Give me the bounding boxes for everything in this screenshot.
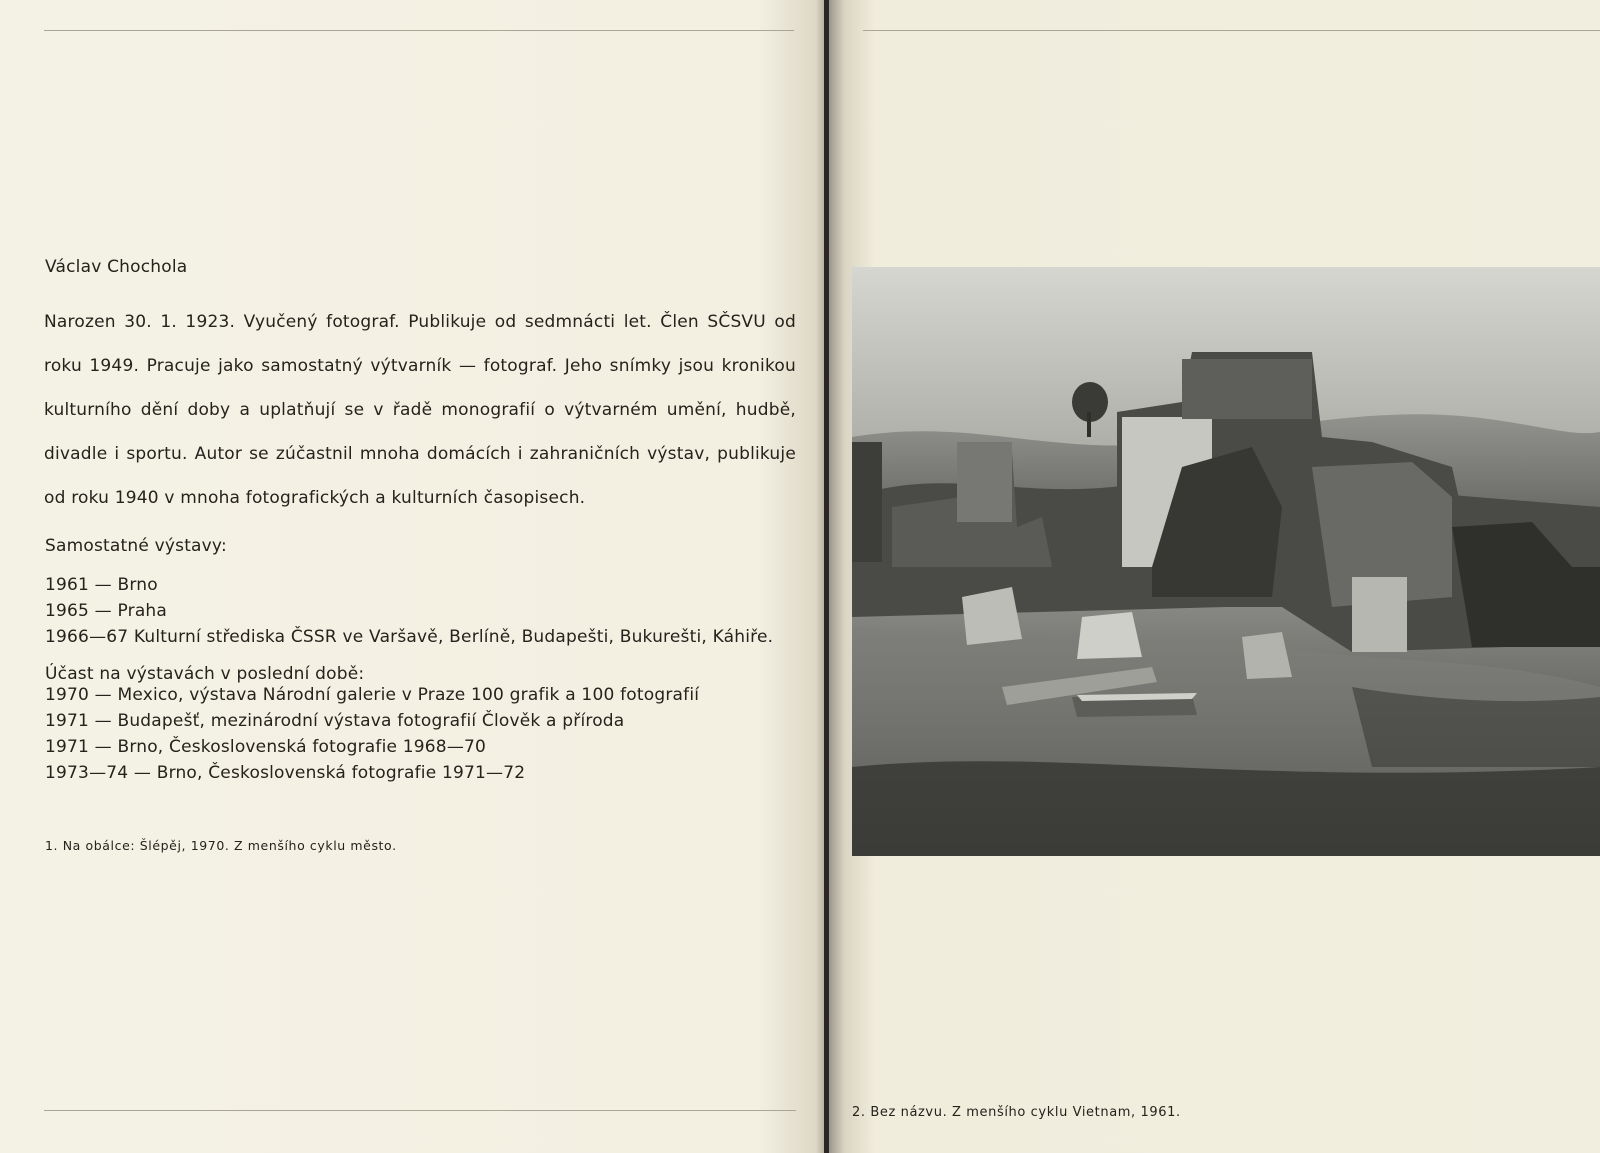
cover-caption: 1. Na obálce: Šlépěj, 1970. Z menšího cyklu město. <box>45 838 397 853</box>
top-rule <box>44 30 794 31</box>
ruins-photograph <box>852 267 1600 856</box>
list-item: 1965 — Praha <box>45 601 168 621</box>
photo-caption: 2. Bez názvu. Z menšího cyklu Vietnam, 1961. <box>852 1105 1181 1120</box>
list-item: 1966—67 Kulturní střediska ČSSR ve Varšavě, Berlíně, Budapešti, Bukurešti, Káhiře. <box>45 627 774 647</box>
biography-paragraph: Narozen 30. 1. 1923. Vyučený fotograf. Publikuje od sedmnácti let. Člen SČSVU od roku 1949. Pracuje jako samostatný výtvarník — fotograf. Jeho snímky jsou kronikou kulturního dění doby a uplatňují se v řadě monografií o výtvarném umění, hudbě, divadle i sportu. Autor se zúčastnil mnoha domácích i zahraničních výstav, publikuje od roku 1940 v mnoha fotografických a kulturních časopisech. <box>44 312 796 508</box>
bottom-rule <box>44 1110 796 1111</box>
group-exhibitions-list <box>45 682 699 786</box>
list-item: 1973—74 — Brno, Československá fotografie 1971—72 <box>45 763 526 783</box>
solo-exhibitions-list <box>45 572 773 650</box>
author-name: Václav Chochola <box>45 257 188 277</box>
list-item: 1971 — Budapešť, mezinárodní výstava fotografií Člověk a příroda <box>45 711 625 731</box>
group-exhibitions-heading: Účast na výstavách v poslední době: <box>45 664 365 684</box>
list-item: 1971 — Brno, Československá fotografie 1968—70 <box>45 737 487 757</box>
top-rule <box>863 30 1600 31</box>
list-item: 1961 — Brno <box>45 575 158 595</box>
list-item: 1970 — Mexico, výstava Národní galerie v Praze 100 grafik a 100 fotografií <box>45 685 700 705</box>
solo-exhibitions-heading: Samostatné výstavy: <box>45 536 227 556</box>
